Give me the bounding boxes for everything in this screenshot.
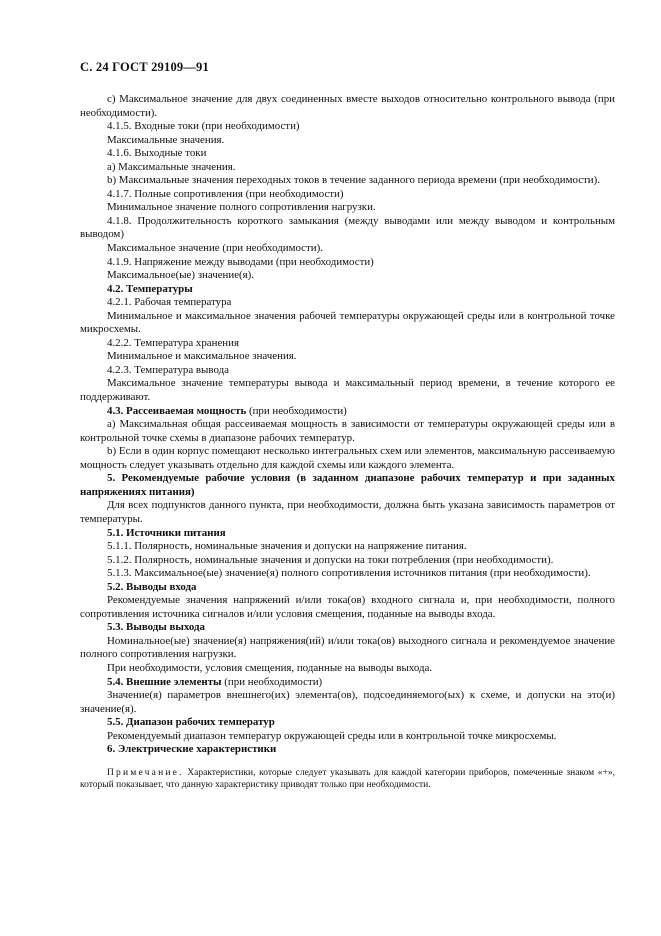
paragraph-text: 4.2.3. Температура вывода — [107, 363, 229, 376]
paragraph-text: Рекомендуемые значения напряжений и/или тока(ов) входного сигнала и, при необходимости, полного сопротивления источника сигналов и/или условия смещения, поданные на выводы входа. — [80, 594, 615, 620]
note-label: Примечание. — [107, 767, 184, 778]
paragraph — [80, 730, 615, 744]
paragraph — [80, 621, 615, 635]
paragraph — [80, 527, 615, 541]
paragraph — [80, 676, 615, 690]
paragraph-text: Минимальное и максимальное значения рабочей температуры окружающей среды или в контрольной точке микросхемы. — [80, 309, 615, 336]
paragraph — [80, 554, 615, 568]
paragraph-text: а) Максимальные значения. — [107, 160, 236, 173]
paragraph-text: 4.1.7. Полные сопротивления (при необходимости) — [107, 187, 344, 200]
paragraph-text: Рекомендуемый диапазон температур окружающей среды или в контрольной точке микросхемы. — [107, 729, 557, 742]
paragraph — [80, 364, 615, 378]
paragraph — [80, 567, 615, 581]
paragraph — [80, 337, 615, 351]
page-header: С. 24 ГОСТ 29109—91 — [80, 60, 209, 74]
paragraph — [80, 296, 615, 310]
paragraph-text: с) Максимальное значение для двух соединенных вместе выходов относительно контрольного вывода (при необходимости). — [80, 93, 615, 119]
paragraph — [80, 350, 615, 364]
paragraph-text: Минимальное и максимальное значения. — [107, 350, 297, 363]
paragraph — [80, 499, 615, 526]
paragraph-heading: 5.3. Выводы выхода — [107, 621, 205, 634]
paragraph-text: 5.1.1. Полярность, номинальные значения и допуски на напряжение питания. — [107, 540, 467, 553]
paragraph — [80, 283, 615, 297]
paragraph — [80, 635, 615, 662]
paragraph-text: 4.2.2. Температура хранения — [107, 336, 239, 349]
paragraph — [80, 242, 615, 256]
note — [80, 767, 615, 792]
paragraph — [80, 540, 615, 554]
paragraph-text: Максимальные значения. — [107, 133, 225, 146]
paragraph — [80, 201, 615, 215]
paragraph — [80, 188, 615, 202]
paragraph-text: 4.1.5. Входные токи (при необходимости) — [107, 120, 300, 133]
paragraph-text: а) Максимальная общая рассеиваемая мощность в зависимости от температуры окружающей среды или в контрольной точке схемы в диапазоне рабочих температур. — [80, 418, 615, 444]
note-text: Характеристики, которые следует указывать для каждой категории приборов, помеченные знаком «+», который показывает, что данную характеристику приводят только при необходимости. — [80, 767, 615, 791]
paragraph-text: (при необходимости) — [246, 404, 347, 417]
paragraph — [80, 377, 615, 404]
paragraph-text: Минимальное значение полного сопротивления нагрузки. — [107, 201, 376, 214]
paragraph — [80, 256, 615, 270]
paragraph-text: b) Если в один корпус помещают несколько интегральных схем или элементов, максимальную рассеиваемую мощность следует указывать отдельно для каждой схемы или каждого элемента. — [80, 445, 615, 471]
paragraph — [80, 662, 615, 676]
paragraph-text: Номинальное(ые) значение(я) напряжения(ий) и/или тока(ов) выходного сигнала и рекомендуемое значение полного сопротивления нагрузки. — [80, 634, 615, 661]
paragraph — [80, 418, 615, 445]
paragraph-heading: 6. Электрические характеристики — [107, 743, 277, 756]
paragraph — [80, 215, 615, 242]
paragraph-text: b) Максимальные значения переходных токов в течение заданного периода времени (при необходимости). — [107, 174, 600, 187]
paragraph — [80, 120, 615, 134]
paragraph-text: 5.1.3. Максимальное(ые) значение(я) полного сопротивления источников питания (при необходимости). — [107, 567, 591, 580]
paragraph-text: 5.1.2. Полярность, номинальные значения и допуски на токи потребления (при необходимости). — [107, 553, 554, 566]
paragraph — [80, 147, 615, 161]
paragraph-text: Максимальное значение (при необходимости). — [107, 242, 323, 255]
paragraph-text: 4.1.6. Выходные токи — [107, 147, 207, 160]
paragraph-heading: 5.5. Диапазон рабочих температур — [107, 716, 275, 729]
paragraph — [80, 269, 615, 283]
paragraph — [80, 594, 615, 621]
paragraph-heading: 4.3. Рассеиваемая мощность — [107, 404, 247, 417]
paragraph-text: Для всех подпунктов данного пункта, при необходимости, должна быть указана зависимость параметров от температуры. — [80, 499, 615, 525]
paragraph-text: Значение(я) параметров внешнего(их) элемента(ов), подсоединяемого(ых) к схеме, и допуски на это(и) значение(я). — [80, 689, 615, 715]
paragraph — [80, 161, 615, 175]
paragraph-text: 4.2.1. Рабочая температура — [107, 296, 232, 309]
paragraph — [80, 134, 615, 148]
paragraph-text: 4.1.9. Напряжение между выводами (при необходимости) — [107, 255, 374, 268]
paragraph-text: Максимальное(ые) значение(я). — [107, 269, 255, 282]
document-body — [80, 93, 615, 801]
paragraph — [80, 93, 615, 120]
paragraph-heading: 4.2. Температуры — [107, 282, 193, 295]
paragraph-heading: 5.1. Источники питания — [107, 526, 226, 539]
paragraph-heading: 5.4. Внешние элементы — [107, 675, 222, 688]
paragraph-text: При необходимости, условия смещения, поданные на выводы выхода. — [107, 661, 433, 674]
paragraph — [80, 581, 615, 595]
paragraph — [80, 472, 615, 499]
paragraph — [80, 716, 615, 730]
paragraph-text: 4.1.8. Продолжительность короткого замыкания (между выводами или между выводом и контрольным выводом) — [80, 214, 615, 241]
paragraph-text: (при необходимости) — [221, 675, 323, 688]
paragraph-heading: 5.2. Выводы входа — [107, 580, 197, 593]
paragraph-heading: 5. Рекомендуемые рабочие условия (в заданном диапазоне рабочих температур и при заданных напряжениях питания) — [80, 472, 615, 498]
paragraph — [80, 689, 615, 716]
paragraph-text: Максимальное значение температуры вывода и максимальный период времени, в течение которого ее поддерживают. — [80, 377, 615, 404]
paragraph — [80, 405, 615, 419]
paragraph — [80, 310, 615, 337]
paragraph — [80, 174, 615, 188]
paragraph — [80, 445, 615, 472]
paragraph — [80, 743, 615, 757]
